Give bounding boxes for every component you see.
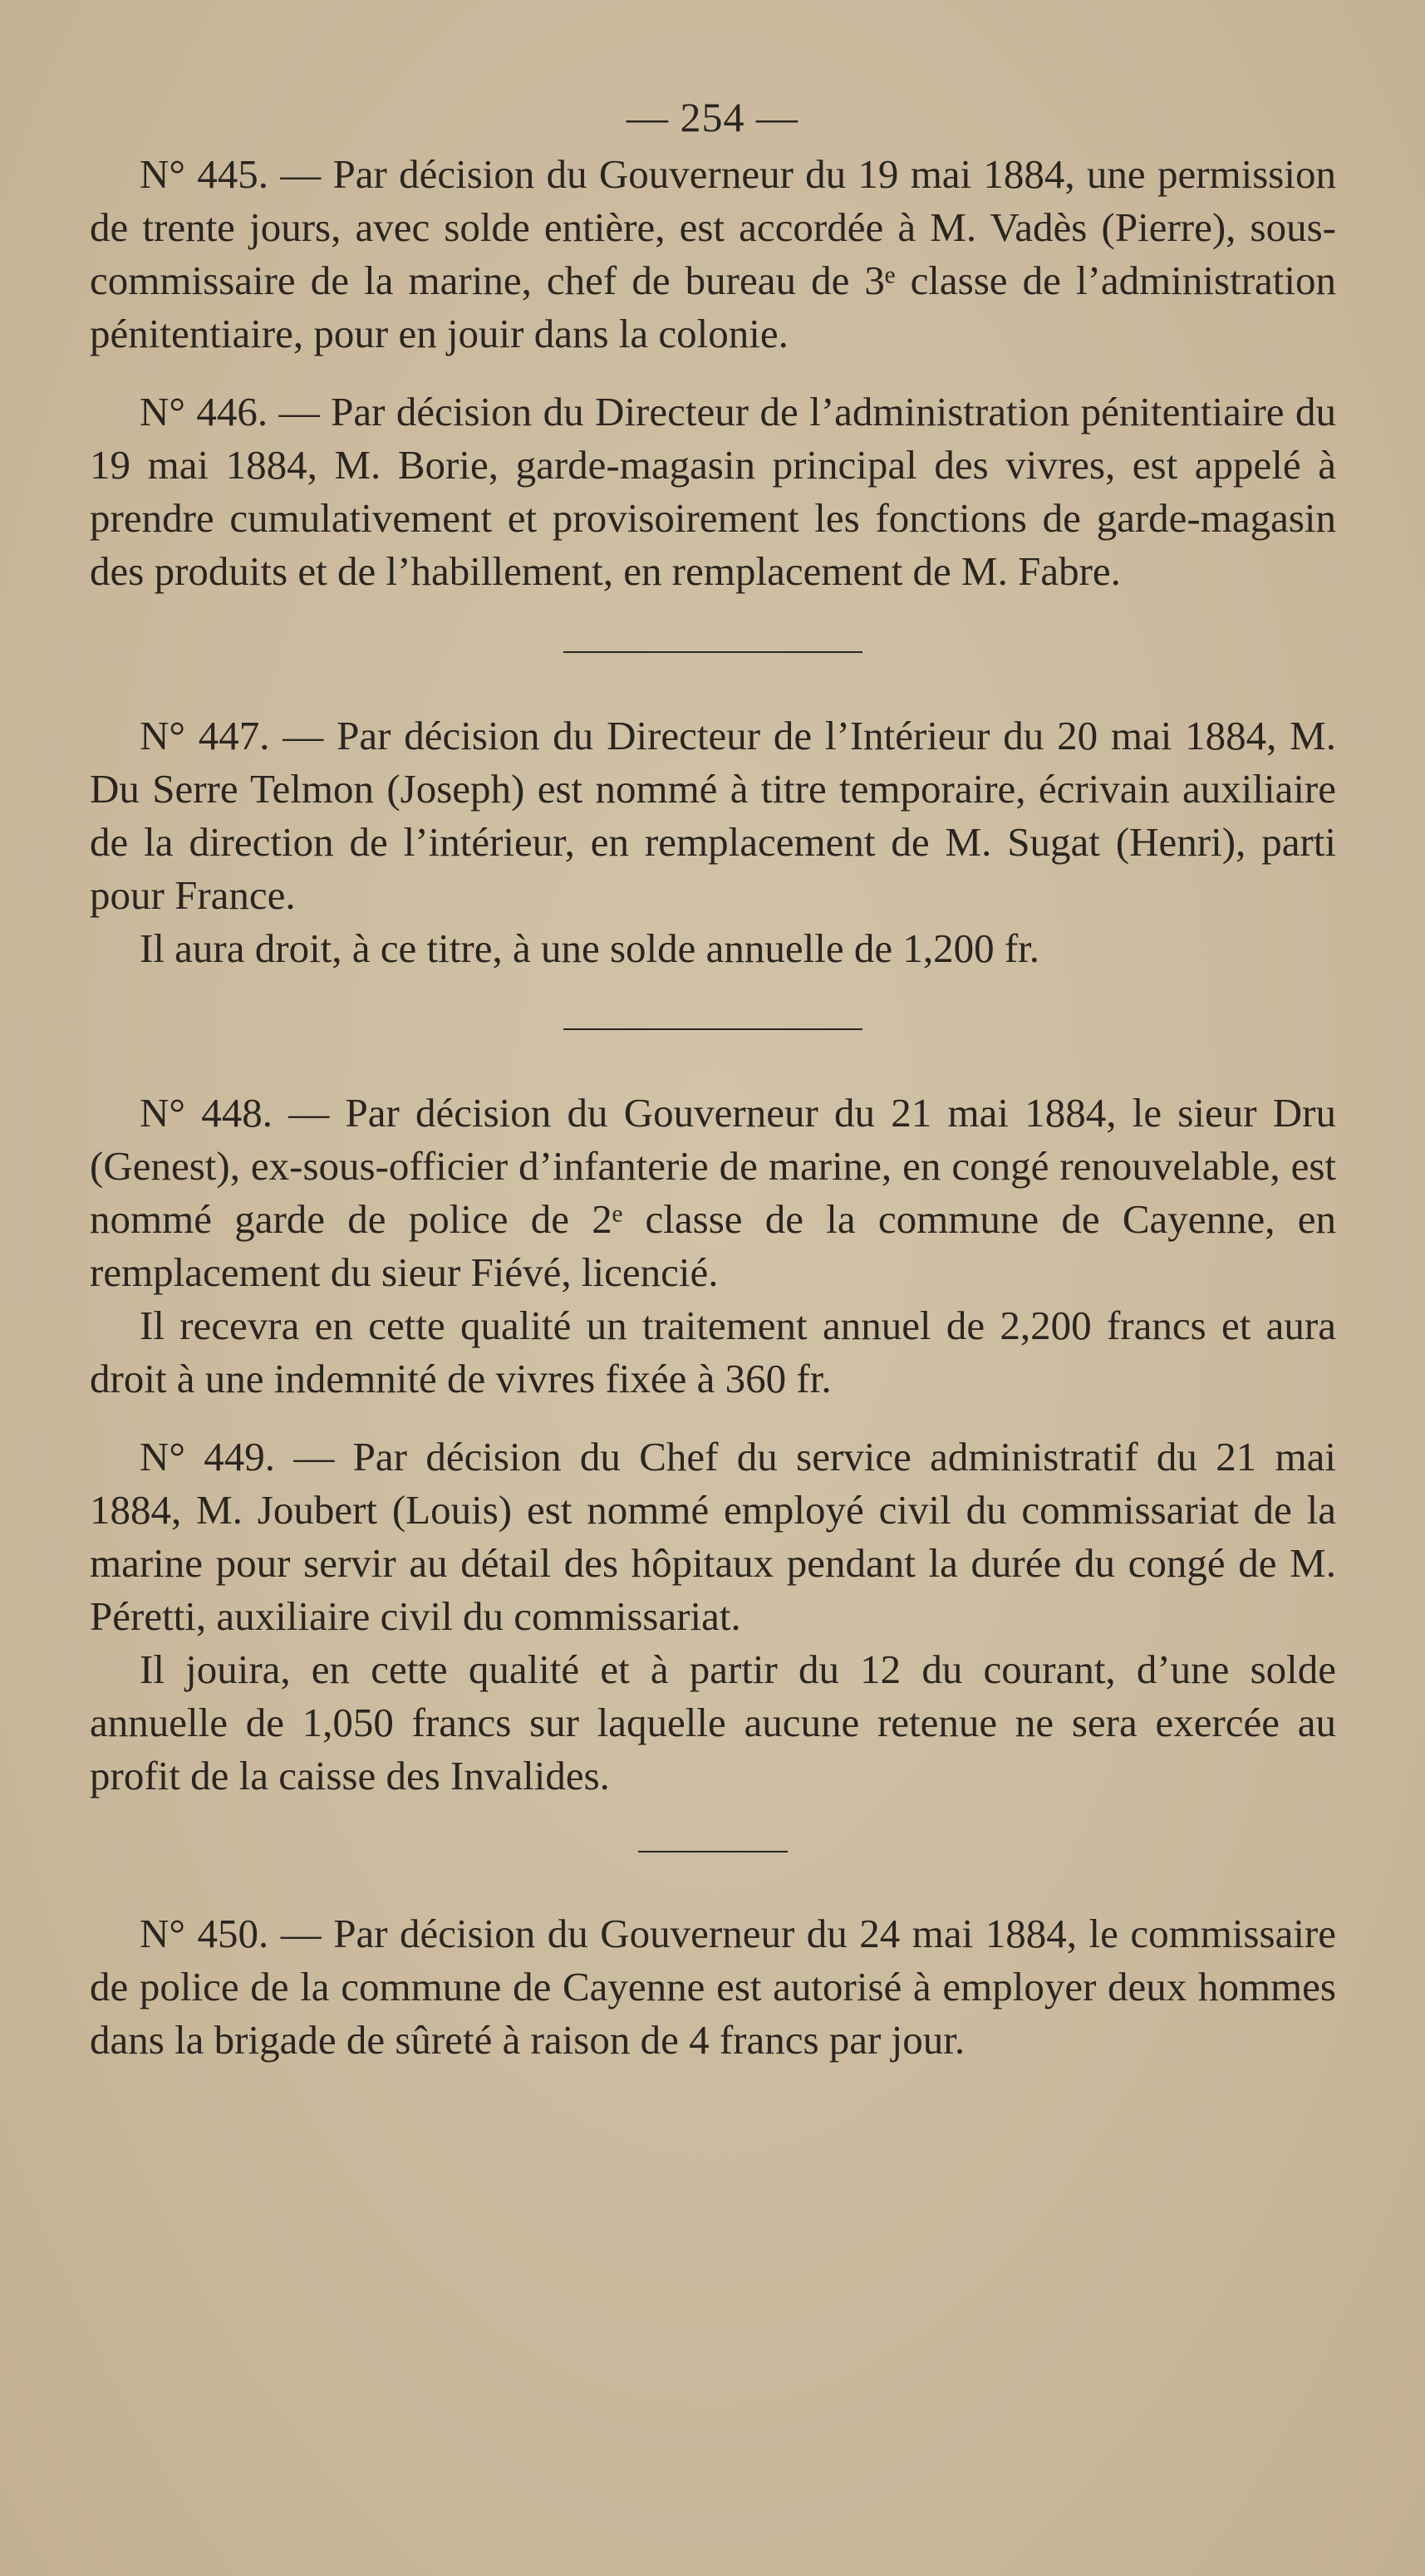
entry-gap [90, 1406, 1336, 1430]
entry-paragraph: Il recevra en cette qualité un traitement annuel de 2,200 francs et aura droit à une indemnité de vivres fixée à 360 fr. [90, 1303, 1336, 1401]
entry-446 [90, 385, 1336, 598]
entry-paragraph: N° 447. — Par décision du Directeur de l’Intérieur du 20 mai 1884, M. Du Serre Telmon (Joseph) est nommé à titre temporaire, écrivain auxiliaire de la direction de l’intérieur, en remplacement de M. Sugat (Henri), parti pour France. [90, 713, 1336, 918]
section-divider [638, 1851, 788, 1852]
entry-448 [90, 1087, 1336, 1406]
document-body [90, 148, 1336, 2067]
entry-paragraph: Il aura droit, à ce titre, à une solde annuelle de 1,200 fr. [140, 925, 1040, 971]
entry-gap [90, 361, 1336, 385]
page-number: — 254 — [627, 94, 798, 140]
entry-449 [90, 1430, 1336, 1803]
entry-paragraph: Il jouira, en cette qualité et à partir du 12 du courant, d’une solde annuelle de 1,050 francs sur laquelle aucune retenue ne sera exercée au profit de la caisse des Invalides. [90, 1646, 1336, 1798]
entry-paragraph: N° 445. — Par décision du Gouverneur du 19 mai 1884, une permission de trente jours, avec solde entière, est accordée à M. Vadès (Pierre), sous-commissaire de la marine, chef de bureau de 3ᵉ classe de l’administration pénitentiaire, pour en jouir dans la colonie. [90, 151, 1336, 356]
entry-paragraph: N° 448. — Par décision du Gouverneur du 21 mai 1884, le sieur Dru (Genest), ex-sous-officier d’infanterie de marine, en congé renouvelable, est nommé garde de police de 2ᵉ classe de la commune de Cayenne, en remplacement du sieur Fiévé, licencié. [90, 1090, 1336, 1295]
entry-paragraph: N° 446. — Par décision du Directeur de l’administration pénitentiaire du 19 mai 1884, M. Borie, garde-magasin principal des vivres, est appelé à prendre cumulativement et provisoirement les fonctions de garde-magasin des produits et de l’habillement, en remplacement de M. Fabre. [90, 389, 1336, 594]
section-divider [563, 651, 862, 653]
entry-paragraph: N° 450. — Par décision du Gouverneur du 24 mai 1884, le commissaire de police de la commune de Cayenne est autorisé à employer deux hommes dans la brigade de sûreté à raison de 4 francs par jour. [90, 1911, 1336, 2063]
entry-445 [90, 148, 1336, 361]
entry-paragraph: N° 449. — Par décision du Chef du service administratif du 21 mai 1884, M. Joubert (Louis) est nommé employé civil du commissariat de la marine pour servir au détail des hôpitaux pendant la durée du congé de M. Péretti, auxiliaire civil du commissariat. [90, 1434, 1336, 1639]
section-divider [563, 1028, 862, 1030]
entry-447 [90, 709, 1336, 975]
entry-450 [90, 1907, 1336, 2067]
